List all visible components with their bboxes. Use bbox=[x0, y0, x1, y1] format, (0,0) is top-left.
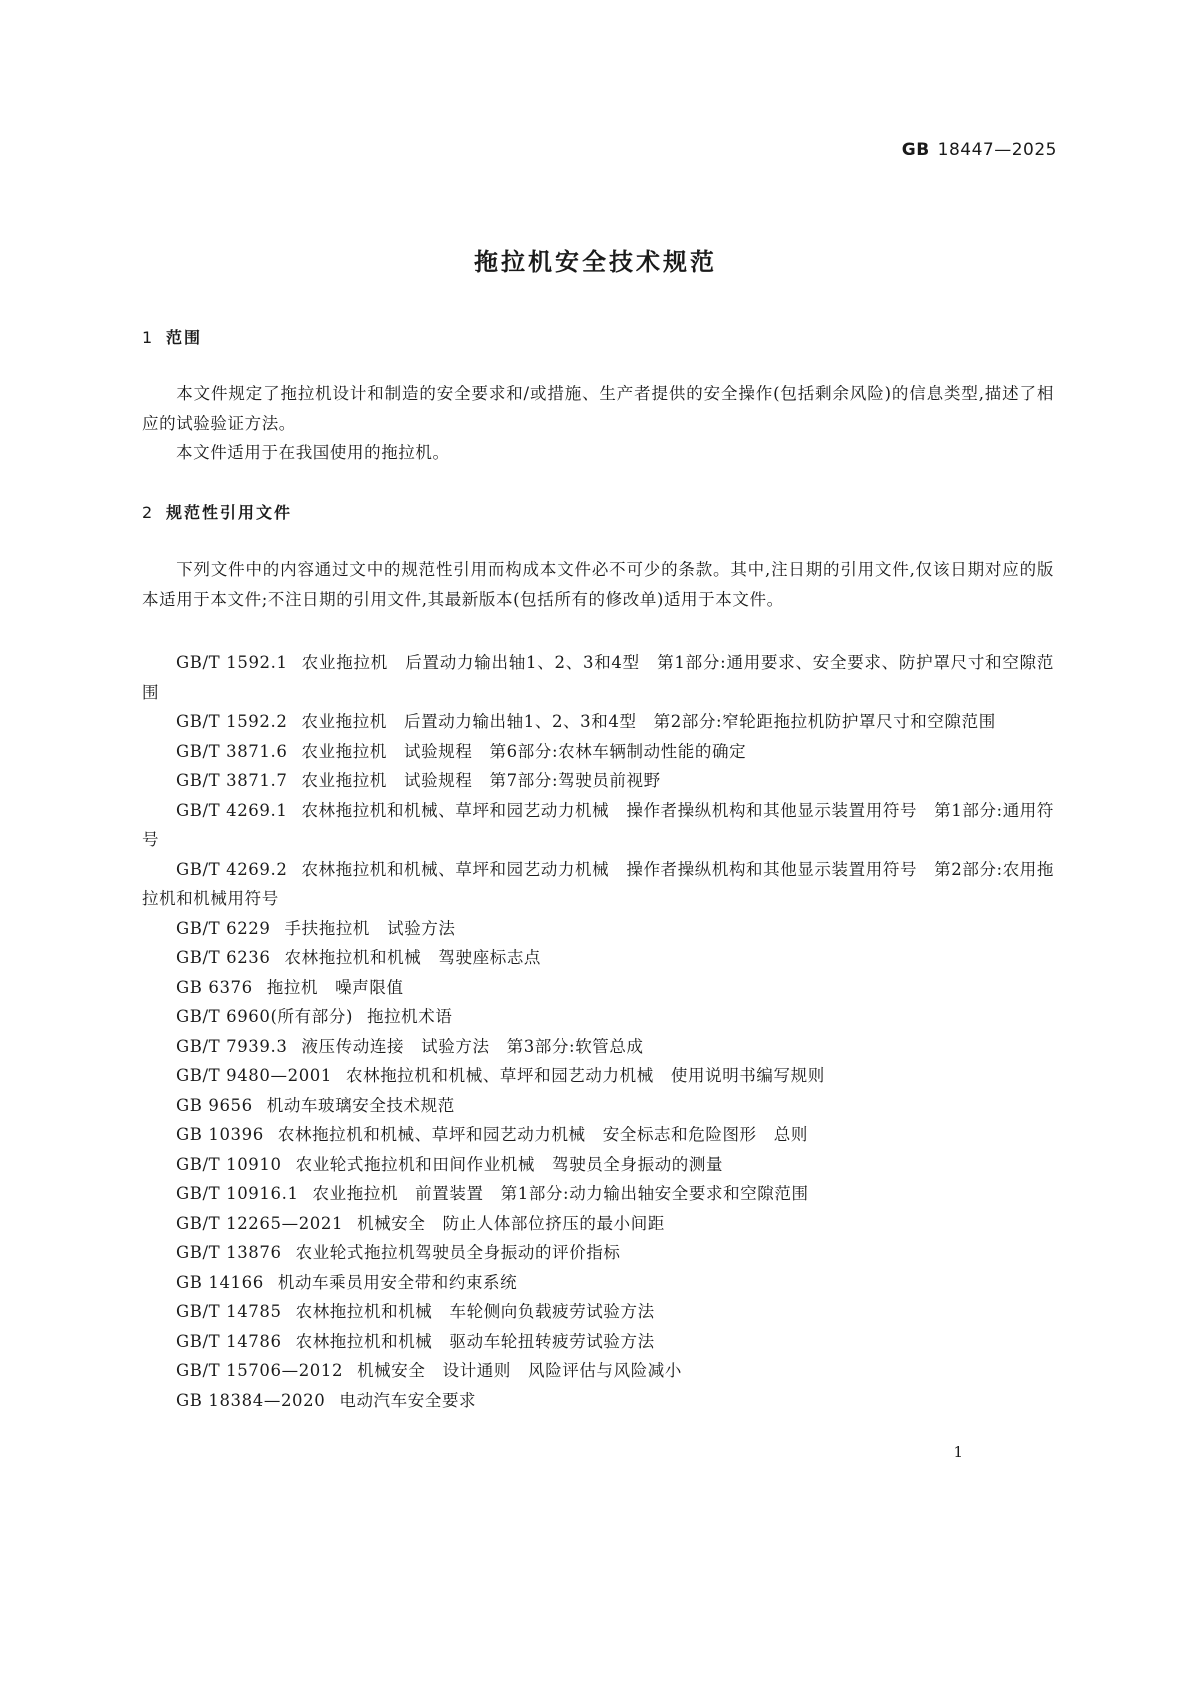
reference-title: 农林拖拉机和机械 车轮侧向负载疲劳试验方法 bbox=[295, 1302, 655, 1321]
reference-item bbox=[142, 737, 1054, 767]
reference-item bbox=[142, 1268, 1054, 1298]
reference-title: 农业拖拉机 后置动力输出轴1、2、3和4型 第2部分:窄轮距拖拉机防护罩尺寸和空隙范围 bbox=[301, 712, 996, 731]
reference-code: GB/T 7939.3 bbox=[176, 1036, 288, 1056]
reference-item bbox=[142, 707, 1054, 737]
reference-code: GB/T 4269.1 bbox=[176, 800, 288, 820]
page-number: 1 bbox=[953, 1443, 963, 1461]
reference-title: 电动汽车安全要求 bbox=[339, 1390, 477, 1410]
scope-paragraph-1 bbox=[142, 379, 1054, 438]
paragraph-text: 本文件规定了拖拉机设计和制造的安全要求和/或措施、生产者提供的安全操作(包括剩余风险)的信息类型,描述了相应的试验验证方法。 bbox=[142, 384, 1054, 433]
reference-item bbox=[142, 796, 1054, 855]
standard-prefix: GB bbox=[901, 140, 930, 160]
section-heading-references bbox=[142, 500, 292, 523]
reference-item bbox=[142, 973, 1054, 1003]
reference-item bbox=[142, 1209, 1054, 1239]
reference-item bbox=[142, 855, 1054, 914]
paragraph-text: 下列文件中的内容通过文中的规范性引用而构成本文件必不可少的条款。其中,注日期的引用文件,仅该日期对应的版本适用于本文件;不注日期的引用文件,其最新版本(包括所有的修改单)适用于本文件。 bbox=[142, 560, 1054, 609]
reference-code: GB/T 13876 bbox=[176, 1243, 282, 1262]
reference-item bbox=[142, 1061, 1054, 1091]
reference-item bbox=[142, 1297, 1054, 1327]
reference-item bbox=[142, 1002, 1054, 1032]
reference-title: 农业拖拉机 后置动力输出轴1、2、3和4型 第1部分:通用要求、安全要求、防护罩尺寸和空隙范围 bbox=[142, 653, 1055, 702]
standard-code: 18447—2025 bbox=[937, 140, 1057, 160]
reference-code: GB 6376 bbox=[176, 977, 253, 997]
reference-title: 机动车玻璃安全技术规范 bbox=[266, 1095, 455, 1115]
reference-code: GB/T 4269.2 bbox=[176, 859, 288, 879]
reference-title: 农业拖拉机 前置装置 第1部分:动力输出轴安全要求和空隙范围 bbox=[312, 1184, 809, 1203]
references-intro bbox=[142, 555, 1054, 614]
reference-code: GB/T 14786 bbox=[176, 1331, 282, 1351]
standard-number bbox=[902, 140, 1057, 160]
reference-item bbox=[142, 1356, 1054, 1386]
document-title: 拖拉机安全技术规范 bbox=[474, 248, 717, 276]
reference-code: GB/T 3871.6 bbox=[176, 741, 288, 761]
paragraph-text: 本文件适用于在我国使用的拖拉机。 bbox=[176, 443, 450, 462]
reference-item bbox=[142, 1327, 1054, 1357]
reference-item bbox=[142, 914, 1054, 944]
reference-title: 机械安全 设计通则 风险评估与风险减小 bbox=[357, 1361, 683, 1380]
section-heading-scope bbox=[142, 325, 202, 348]
reference-item bbox=[142, 648, 1054, 707]
reference-item bbox=[142, 1091, 1054, 1121]
reference-item bbox=[142, 1150, 1054, 1180]
reference-title: 拖拉机术语 bbox=[366, 1007, 453, 1026]
reference-code: GB/T 10910 bbox=[176, 1154, 282, 1174]
reference-item bbox=[142, 1386, 1054, 1416]
reference-title: 手扶拖拉机 试验方法 bbox=[284, 918, 456, 938]
section-number: 2 bbox=[142, 503, 155, 522]
reference-title: 机械安全 防止人体部位挤压的最小间距 bbox=[357, 1213, 665, 1233]
reference-title: 农业轮式拖拉机驾驶员全身振动的评价指标 bbox=[295, 1243, 621, 1262]
reference-code: GB/T 9480—2001 bbox=[176, 1066, 332, 1085]
reference-item bbox=[142, 1238, 1054, 1268]
reference-list bbox=[142, 648, 1054, 1415]
reference-code: GB/T 1592.2 bbox=[176, 712, 288, 731]
reference-code: GB 10396 bbox=[176, 1125, 264, 1144]
reference-code: GB/T 6229 bbox=[176, 918, 271, 938]
reference-title: 农业拖拉机 试验规程 第7部分:驾驶员前视野 bbox=[301, 771, 661, 790]
reference-title: 农林拖拉机和机械、草坪和园艺动力机械 操作者操纵机构和其他显示装置用符号 第1部分:通用符号 bbox=[142, 800, 1055, 849]
reference-code: GB/T 3871.7 bbox=[176, 771, 288, 790]
reference-code: GB/T 12265—2021 bbox=[176, 1213, 344, 1233]
reference-item bbox=[142, 766, 1054, 796]
reference-title: 农业拖拉机 试验规程 第6部分:农林车辆制动性能的确定 bbox=[301, 741, 747, 761]
reference-item bbox=[142, 1120, 1054, 1150]
scope-paragraph-2 bbox=[142, 438, 1054, 468]
reference-title: 农业轮式拖拉机和田间作业机械 驾驶员全身振动的测量 bbox=[295, 1154, 724, 1174]
reference-item bbox=[142, 943, 1054, 973]
reference-title: 农林拖拉机和机械、草坪和园艺动力机械 操作者操纵机构和其他显示装置用符号 第2部分:农用拖拉机和机械用符号 bbox=[142, 859, 1055, 908]
reference-code: GB/T 10916.1 bbox=[176, 1184, 299, 1203]
reference-title: 液压传动连接 试验方法 第3部分:软管总成 bbox=[301, 1036, 644, 1056]
reference-code: GB/T 14785 bbox=[176, 1302, 282, 1321]
reference-title: 机动车乘员用安全带和约束系统 bbox=[277, 1272, 518, 1292]
reference-title: 农林拖拉机和机械 驱动车轮扭转疲劳试验方法 bbox=[295, 1331, 655, 1351]
reference-title: 农林拖拉机和机械、草坪和园艺动力机械 安全标志和危险图形 总则 bbox=[277, 1125, 808, 1144]
reference-code: GB/T 15706—2012 bbox=[176, 1361, 344, 1380]
reference-code: GB/T 1592.1 bbox=[176, 653, 288, 672]
reference-code: GB 9656 bbox=[176, 1095, 253, 1115]
section-title: 规范性引用文件 bbox=[166, 503, 293, 522]
reference-item bbox=[142, 1032, 1054, 1062]
reference-code: GB/T 6236 bbox=[176, 948, 271, 967]
reference-code: GB/T 6960(所有部分) bbox=[176, 1007, 353, 1026]
reference-item bbox=[142, 1179, 1054, 1209]
section-title: 范围 bbox=[166, 328, 203, 347]
reference-code: GB 18384—2020 bbox=[176, 1390, 326, 1410]
reference-title: 农林拖拉机和机械 驾驶座标志点 bbox=[284, 948, 542, 967]
reference-title: 拖拉机 噪声限值 bbox=[266, 977, 404, 997]
section-number: 1 bbox=[142, 328, 155, 347]
reference-title: 农林拖拉机和机械、草坪和园艺动力机械 使用说明书编写规则 bbox=[346, 1066, 825, 1085]
reference-code: GB 14166 bbox=[176, 1272, 264, 1292]
